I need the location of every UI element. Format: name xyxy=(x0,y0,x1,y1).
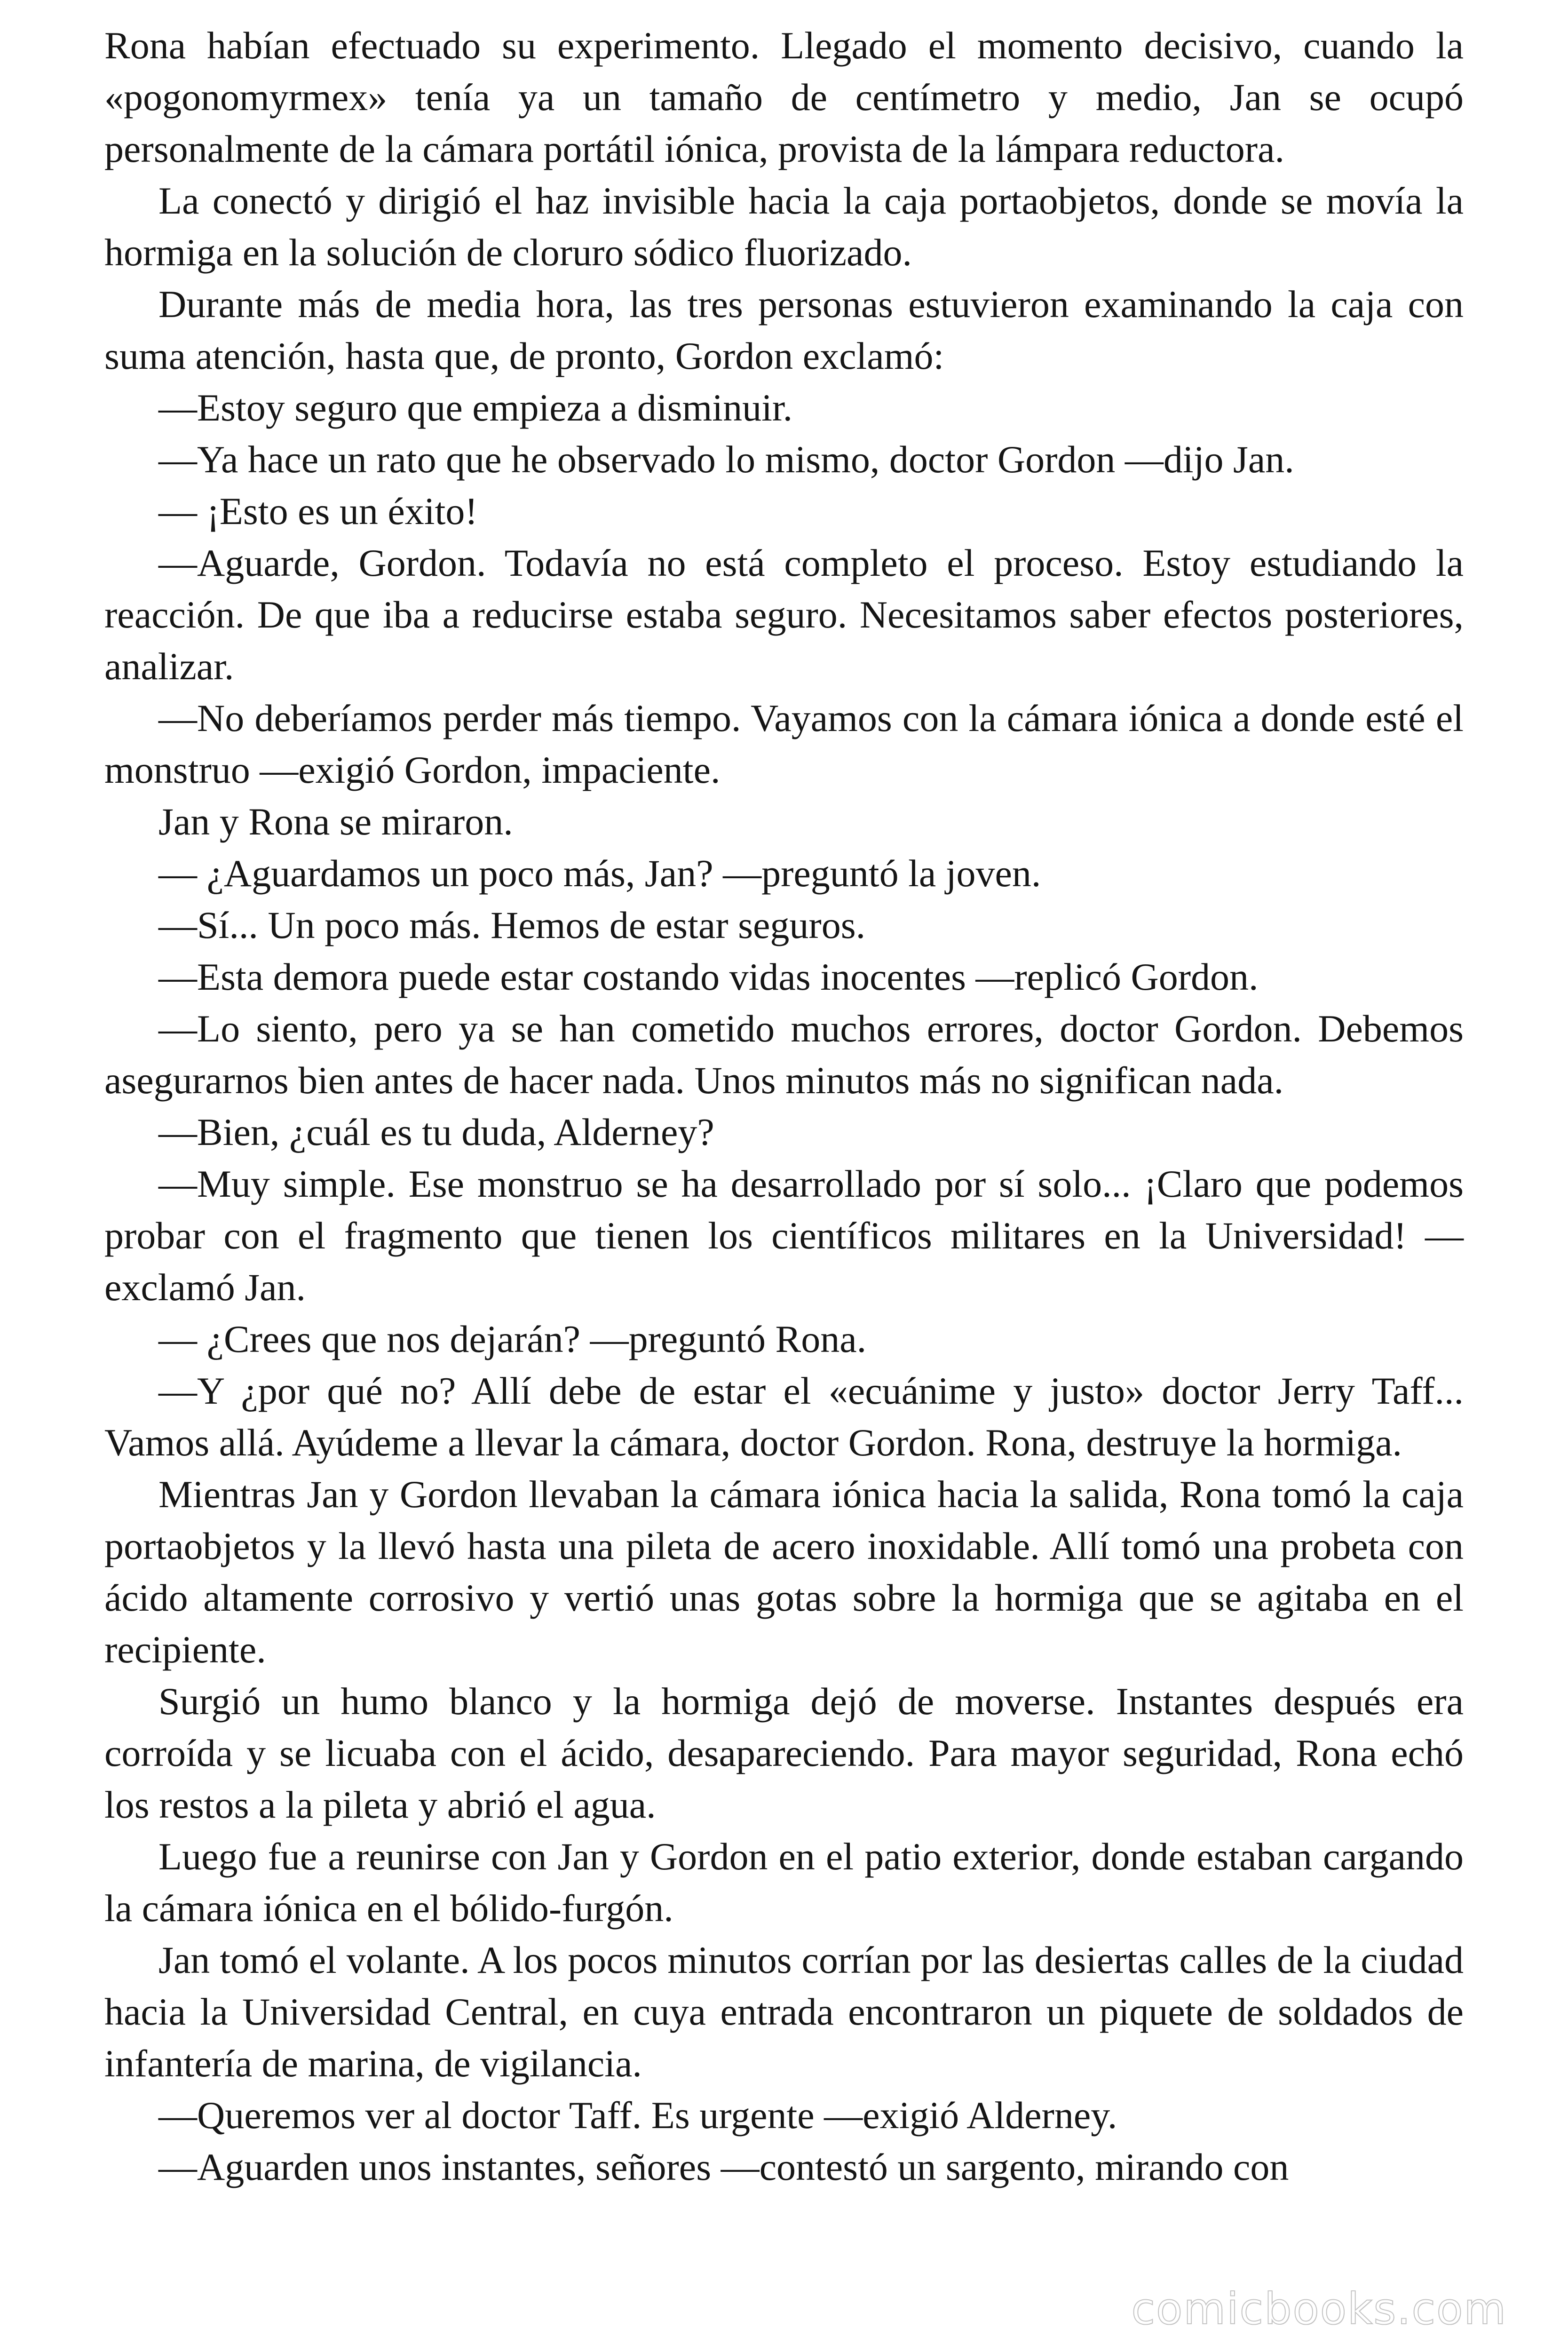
paragraph-21: Jan tomó el volante. A los pocos minutos corrían por las desiertas calles de la ciudad hacia la Universidad Central, en cuya entrada encontraron un piquete de soldados de infantería de marina, de vigilancia. xyxy=(104,1939,1464,2085)
paragraph-10: — ¿Aguardamos un poco más, Jan? —preguntó la joven. xyxy=(158,852,1041,895)
paragraph-4: —Estoy seguro que empieza a disminuir. xyxy=(158,386,793,429)
paragraph-15: —Muy simple. Ese monstruo se ha desarrollado por sí solo... ¡Claro que podemos probar con el fragmento que tienen los científicos militares en la Universidad! —exclamó Jan. xyxy=(104,1162,1464,1309)
paragraph-3: Durante más de media hora, las tres personas estuvieron examinando la caja con suma atención, hasta que, de pronto, Gordon exclamó: xyxy=(104,283,1464,377)
paragraph-17: —Y ¿por qué no? Allí debe de estar el «ecuánime y justo» doctor Jerry Taff... Vamos allá. Ayúdeme a llevar la cámara, doctor Gordon. Rona, destruye la hormiga. xyxy=(104,1369,1464,1464)
paragraph-14: —Bien, ¿cuál es tu duda, Alderney? xyxy=(158,1111,714,1153)
paragraph-13: —Lo siento, pero ya se han cometido muchos errores, doctor Gordon. Debemos asegurarnos bien antes de hacer nada. Unos minutos más no significan nada. xyxy=(104,1007,1464,1102)
paragraph-12: —Esta demora puede estar costando vidas inocentes —replicó Gordon. xyxy=(158,955,1259,998)
paragraph-20: Luego fue a reunirse con Jan y Gordon en el patio exterior, donde estaban cargando la cámara iónica en el bólido-furgón. xyxy=(104,1835,1464,1930)
paragraph-11: —Sí... Un poco más. Hemos de estar seguros. xyxy=(158,904,866,946)
paragraph-18: Mientras Jan y Gordon llevaban la cámara iónica hacia la salida, Rona tomó la caja portaobjetos y la llevó hasta una pileta de acero inoxidable. Allí tomó una probeta con ácido altamente corrosivo y vertió unas gotas sobre la hormiga que se agitaba en el recipiente. xyxy=(104,1473,1464,1671)
paragraph-1: Rona habían efectuado su experimento. Llegado el momento decisivo, cuando la «pogonomyrmex» tenía ya un tamaño de centímetro y medio, Jan se ocupó personalmente de la cámara portátil iónica, provista de la lámpara reductora. xyxy=(104,24,1464,170)
paragraph-9: Jan y Rona se miraron. xyxy=(158,800,513,843)
paragraph-5: —Ya hace un rato que he observado lo mismo, doctor Gordon —dijo Jan. xyxy=(158,438,1294,481)
paragraph-16: — ¿Crees que nos dejarán? —preguntó Rona. xyxy=(158,1318,867,1360)
paragraph-7: —Aguarde, Gordon. Todavía no está completo el proceso. Estoy estudiando la reacción. De que iba a reducirse estaba seguro. Necesitamos saber efectos posteriores, analizar. xyxy=(104,541,1464,688)
paragraph-23: —Aguarden unos instantes, señores —contestó un sargento, mirando con xyxy=(158,2145,1289,2188)
paragraph-6: — ¡Esto es un éxito! xyxy=(158,490,478,532)
paragraph-19: Surgió un humo blanco y la hormiga dejó de moverse. Instantes después era corroída y se licuaba con el ácido, desapareciendo. Para mayor seguridad, Rona echó los restos a la pileta y abrió el agua. xyxy=(104,1680,1464,1826)
paragraph-2: La conectó y dirigió el haz invisible hacia la caja portaobjetos, donde se movía la hormiga en la solución de cloruro sódico fluorizado. xyxy=(104,179,1464,274)
paragraph-22: —Queremos ver al doctor Taff. Es urgente —exigió Alderney. xyxy=(158,2094,1117,2137)
watermark: comicbooks.com xyxy=(1131,2284,1507,2334)
paragraph-8: —No deberíamos perder más tiempo. Vayamos con la cámara iónica a donde esté el monstruo —exigió Gordon, impaciente. xyxy=(104,697,1464,791)
document-page xyxy=(104,20,1464,2193)
